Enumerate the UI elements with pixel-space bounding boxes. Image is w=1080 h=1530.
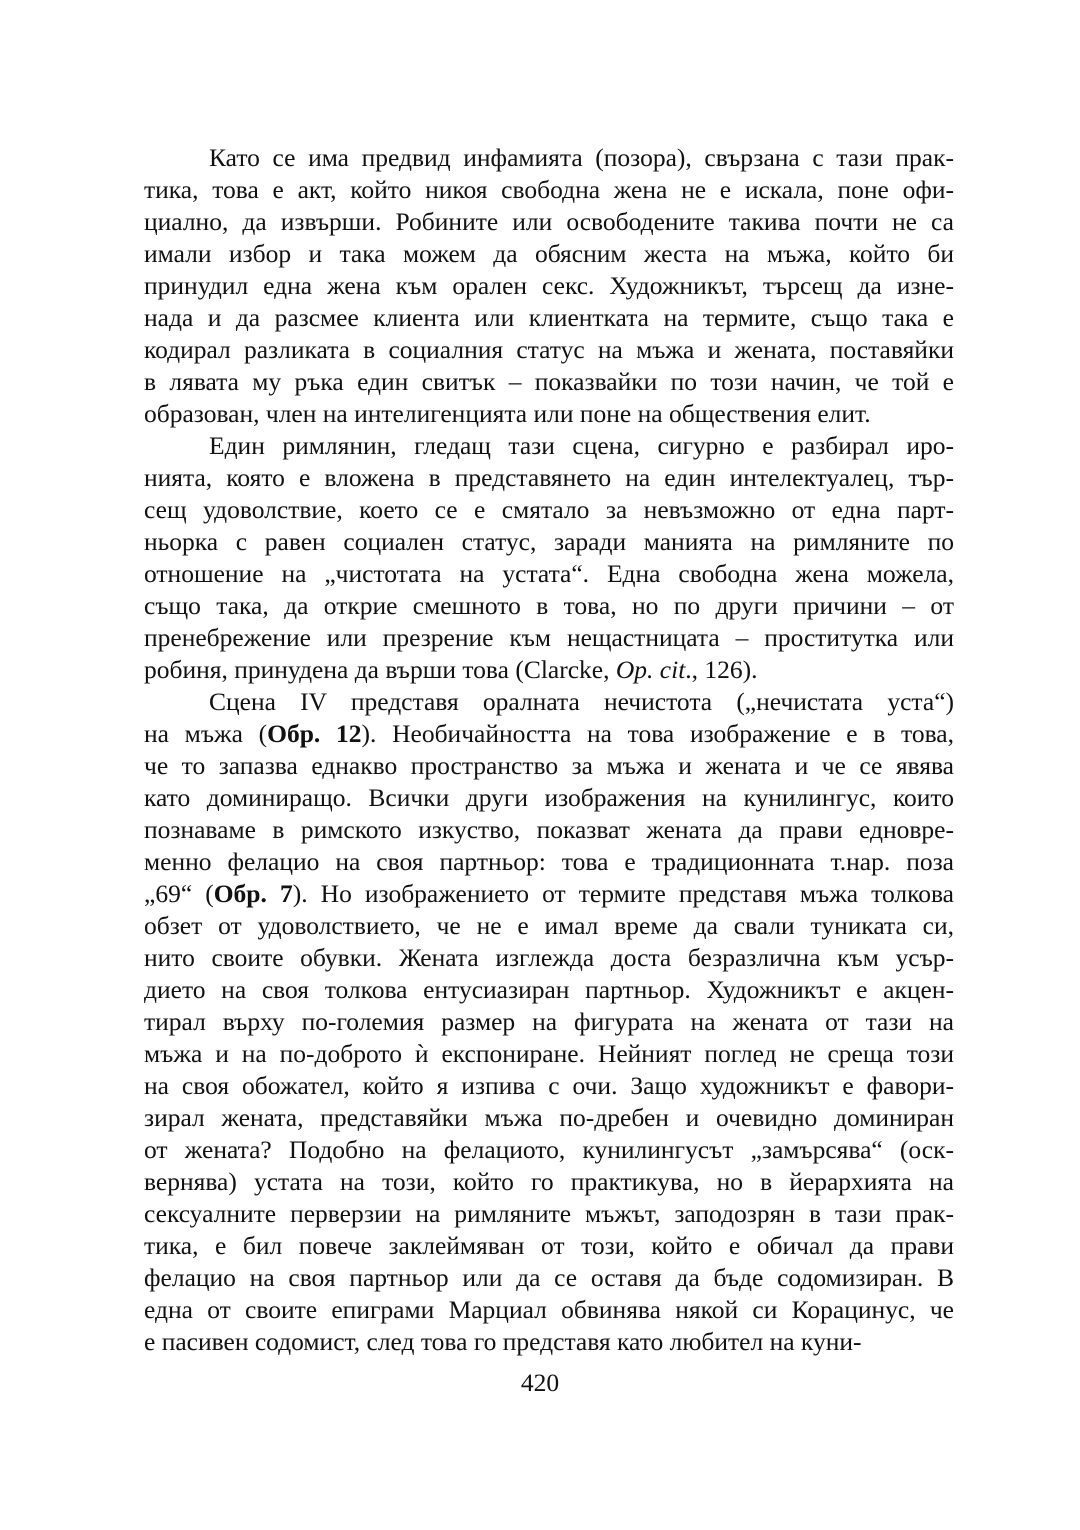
text-run: тирал върху по-големия размер на фигурата на жената от тази на xyxy=(144,1007,954,1036)
figure-ref: Обр. 7 xyxy=(213,879,293,908)
text-run: дието на своя толкова ентусиазиран партньор. Художникът е акцен- xyxy=(144,975,954,1004)
text-run: обзет от удоволствието, че не е имал време да свали туниката си, xyxy=(144,911,954,940)
text-line xyxy=(144,430,954,462)
text-line xyxy=(144,334,954,366)
text-line xyxy=(144,654,954,686)
text-line xyxy=(144,1134,954,1166)
text-run: сексуалните перверзии на римляните мъжът, заподозрян в тази прак- xyxy=(144,1199,954,1228)
text-run: също така, да открие смешното в това, но по други причини – от xyxy=(144,591,954,620)
text-run: че то запазва еднакво пространство за мъжа и жената и че се явява xyxy=(144,751,954,780)
text-run: имали избор и така можем да обясним жеста на мъжа, който би xyxy=(144,239,954,268)
text-run: на своя обожател, който я изпива с очи. Защо художникът е фавори- xyxy=(144,1071,954,1100)
paragraph xyxy=(144,142,954,430)
text-run: ньорка с равен социален статус, заради манията на римляните по xyxy=(144,527,954,556)
paragraph xyxy=(144,686,954,1358)
text-run: нада и да разсмее клиента или клиентката на термите, също така е xyxy=(144,303,954,332)
text-run: на мъжа ( xyxy=(144,719,268,748)
text-run: мъжа и на по-доброто ѝ експониране. Нейният поглед не среща този xyxy=(144,1039,954,1068)
text-run: тика, е бил повече заклеймяван от този, който е обичал да прави xyxy=(144,1231,954,1260)
text-line xyxy=(144,622,954,654)
text-line xyxy=(144,782,954,814)
text-line xyxy=(144,494,954,526)
text-line xyxy=(144,1326,954,1358)
text-line xyxy=(144,974,954,1006)
text-line xyxy=(144,718,954,750)
text-line xyxy=(144,174,954,206)
text-run: образован, член на интелигенцията или поне на обществения елит. xyxy=(144,399,871,428)
text-run: нито своите обувки. Жената изглежда доста безразлична към усър- xyxy=(144,943,954,972)
text-line xyxy=(144,1198,954,1230)
text-run: вернява) устата на този, който го практикува, но в йерархията на xyxy=(144,1167,954,1196)
text-run: тика, това е акт, който никоя свободна жена не е искала, поне офи- xyxy=(144,175,954,204)
text-run: робиня, принудена да върши това (Clarcke, xyxy=(144,655,616,684)
text-line xyxy=(144,462,954,494)
text-run: ., 126). xyxy=(685,655,758,684)
text-line xyxy=(144,590,954,622)
text-line xyxy=(144,526,954,558)
paragraph xyxy=(144,430,954,686)
text-run: нията, която е вложена в представянето на един интелектуалец, тър- xyxy=(144,463,954,492)
text-run: ). Необичайността на това изображение е в това, xyxy=(361,719,954,748)
text-run: кодирал разликата в социалния статус на мъжа и жената, поставяйки xyxy=(144,335,954,364)
text-line xyxy=(144,1166,954,1198)
text-run: една от своите епиграми Марциал обвинява някой си Корацинус, че xyxy=(144,1295,954,1324)
text-run: пренебрежение или презрение към нещастницата – проститутка или xyxy=(144,623,954,652)
text-line xyxy=(144,686,954,718)
text-run: Като се има предвид инфамията (позора), свързана с тази прак- xyxy=(209,143,954,172)
text-run: от жената? Подобно на фелациото, кунилингусът „замърсява“ (оск- xyxy=(144,1135,954,1164)
text-line xyxy=(144,206,954,238)
figure-ref: Обр. 12 xyxy=(267,719,362,748)
text-line xyxy=(144,1294,954,1326)
text-run: „69“ ( xyxy=(144,879,214,908)
text-line xyxy=(144,878,954,910)
text-line xyxy=(144,910,954,942)
text-line xyxy=(144,142,954,174)
text-line xyxy=(144,1070,954,1102)
text-line xyxy=(144,942,954,974)
text-line xyxy=(144,302,954,334)
text-line xyxy=(144,398,954,430)
text-run: ). Но изображението от термите представя мъжа толкова xyxy=(292,879,954,908)
text-run: фелацио на своя партньор или да се оставя да бъде содомизиран. В xyxy=(144,1263,954,1292)
text-line xyxy=(144,1006,954,1038)
text-run: принудил една жена към орален секс. Художникът, търсещ да изне- xyxy=(144,271,954,300)
text-run: познаваме в римското изкуство, показват жената да прави едновре- xyxy=(144,815,954,844)
text-line xyxy=(144,814,954,846)
text-run: циално, да извърши. Робините или освободените такива почти не са xyxy=(144,207,954,236)
page-number: 420 xyxy=(520,1368,560,1397)
text-line xyxy=(144,1102,954,1134)
body-text xyxy=(144,142,954,1358)
text-run: като доминиращо. Всички други изображения на кунилингус, които xyxy=(144,783,954,812)
text-line xyxy=(144,846,954,878)
text-line xyxy=(144,270,954,302)
text-run: Един римлянин, гледащ тази сцена, сигурно е разбирал иро- xyxy=(209,431,954,460)
text-line xyxy=(144,1230,954,1262)
text-run: сещ удоволствие, което се е смятало за невъзможно от една парт- xyxy=(144,495,954,524)
text-run: зирал жената, представяйки мъжа по-дребен и очевидно доминиран xyxy=(144,1103,954,1132)
text-line xyxy=(144,366,954,398)
text-line xyxy=(144,558,954,590)
text-run: менно фелацио на своя партньор: това е традиционната т.нар. поза xyxy=(144,847,954,876)
text-run: в лявата му ръка един свитък – показвайки по този начин, че той е xyxy=(144,367,954,396)
text-line xyxy=(144,750,954,782)
text-run: е пасивен содомист, след това го представя като любител на куни- xyxy=(144,1327,862,1356)
citation-italic: Op. cit xyxy=(615,655,686,684)
text-run: отношение на „чистотата на устата“. Една свободна жена можела, xyxy=(144,559,954,588)
text-line xyxy=(144,238,954,270)
text-line xyxy=(144,1262,954,1294)
text-run: Сцена IV представя оралната нечистота („нечистата уста“) xyxy=(209,687,954,716)
text-line xyxy=(144,1038,954,1070)
